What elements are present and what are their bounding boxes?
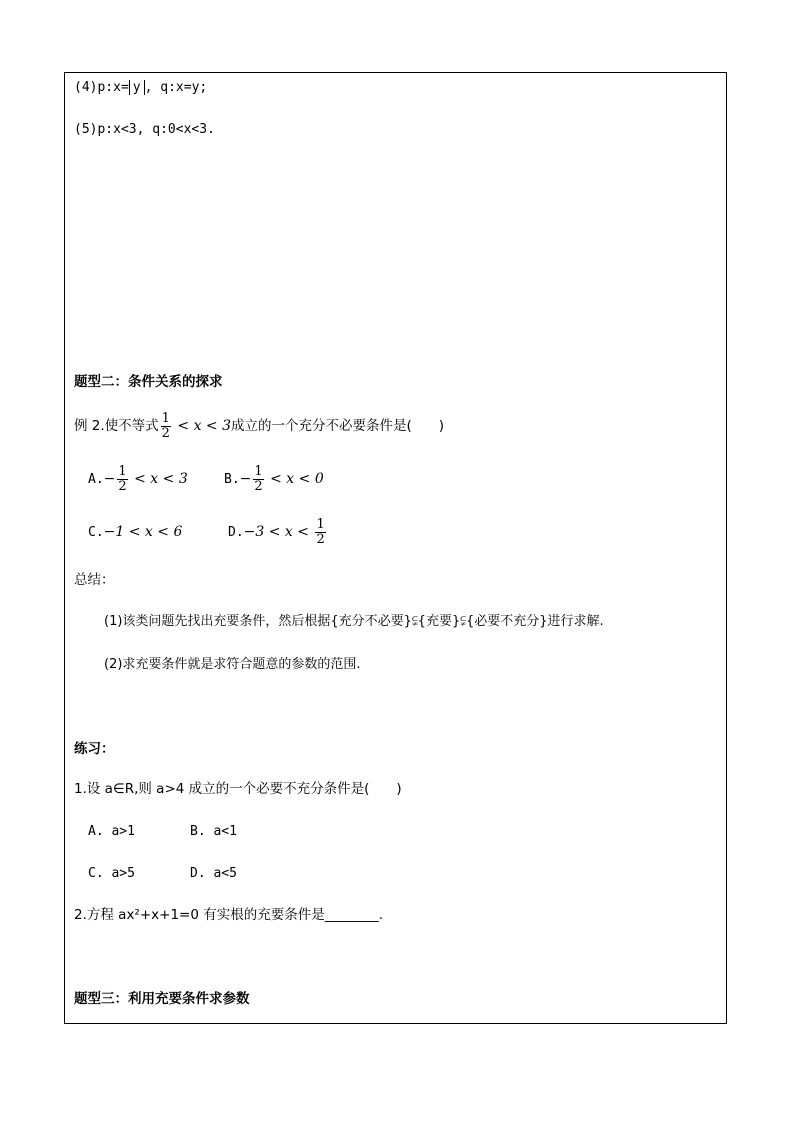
example-2 — [74, 411, 444, 441]
option-d-expr: −3 < x < — [243, 524, 314, 540]
option-c-expr: −1 < x < 6 — [103, 524, 183, 540]
practice-q1-option-c: C. a>5 — [88, 866, 135, 881]
option-a-rest: < x < 3 — [129, 471, 188, 487]
section-3-heading: 题型三：利用充要条件求参数 — [74, 991, 250, 1007]
fraction-half — [161, 412, 171, 441]
example-inequality: < x < 3 — [172, 418, 232, 434]
summary-point-1: (1)该类问题先找出充要条件，然后根据{充分不必要}⫋{充要}⫋{必要不充分}进行求解. — [104, 614, 604, 629]
option-d-fraction — [315, 518, 325, 547]
option-d — [228, 516, 328, 549]
summary-point-2: (2)求充要条件就是求符合题意的参数的范围. — [104, 657, 361, 672]
practice-q1-option-b: B. a<1 — [190, 824, 237, 839]
summary-title: 总结： — [74, 572, 115, 588]
section-2-heading: 题型二：条件关系的探求 — [74, 374, 223, 390]
frac-num: 1 — [254, 463, 263, 479]
option-b — [224, 463, 324, 496]
item-4-prefix: (4)p:x= — [74, 80, 129, 95]
practice-question-1: 1.设 a∈R,则 a>4 成立的一个必要不充分条件是( ) — [74, 781, 402, 797]
example-suffix: 成立的一个充分不必要条件是( ) — [231, 418, 445, 434]
option-b-label: B. — [224, 472, 240, 487]
abs-inner: y — [132, 80, 141, 95]
frac-den: 2 — [254, 478, 263, 494]
practice-question-2: 2.方程 ax²+x+1=0 有实根的充要条件是________. — [74, 907, 384, 923]
frac-den: 2 — [316, 531, 325, 547]
option-a-label: A. — [88, 472, 104, 487]
frac-den: 2 — [161, 425, 170, 441]
frac-num: 1 — [161, 410, 170, 426]
option-a-fraction — [117, 465, 127, 494]
option-b-fraction — [253, 465, 263, 494]
frac-den: 2 — [118, 478, 127, 494]
frac-num: 1 — [316, 516, 325, 532]
item-5: (5)p:x<3, q:0<x<3. — [74, 122, 215, 137]
practice-q1-option-a: A. a>1 — [88, 824, 135, 839]
example-prefix: 例 2.使不等式 — [74, 418, 159, 434]
option-a — [88, 463, 188, 496]
option-c — [88, 516, 182, 549]
frac-num: 1 — [118, 463, 127, 479]
abs-value — [129, 80, 145, 95]
option-d-label: D. — [228, 525, 244, 540]
option-b-rest: < x < 0 — [265, 471, 324, 487]
practice-heading: 练习： — [74, 741, 115, 757]
option-c-label: C. — [88, 525, 104, 540]
item-4-suffix: , q:x=y; — [144, 80, 208, 95]
option-b-sign: − — [239, 471, 252, 487]
item-4 — [74, 79, 207, 97]
practice-q1-option-d: D. a<5 — [190, 866, 237, 881]
option-a-sign: − — [103, 471, 116, 487]
